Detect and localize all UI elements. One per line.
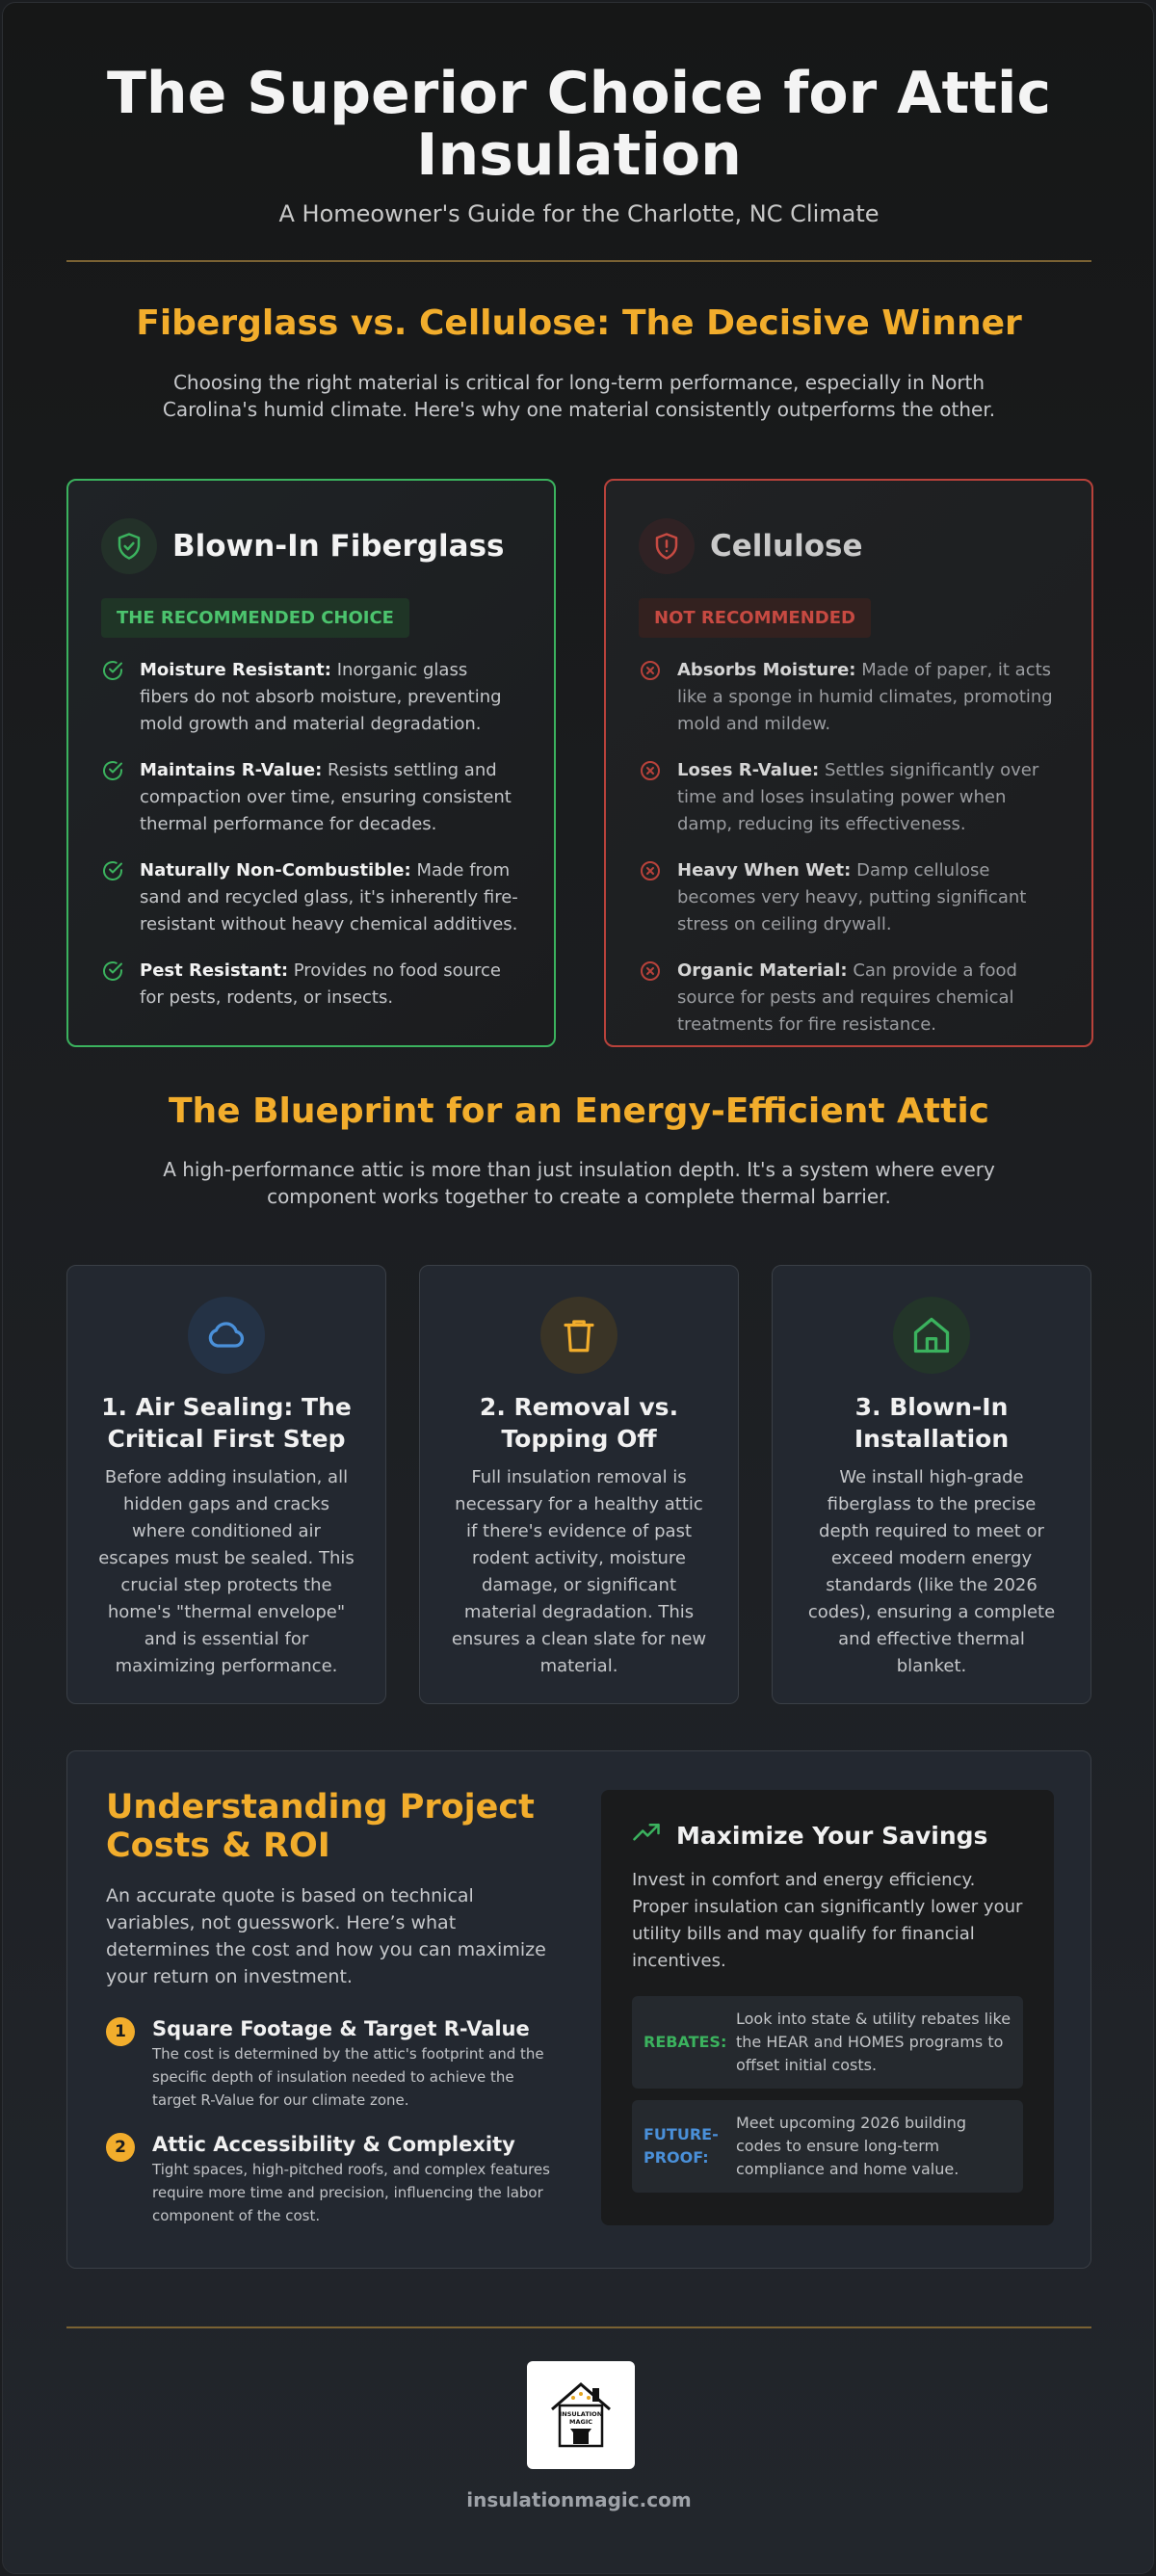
step-card-removal — [419, 1265, 739, 1704]
comparison-title: Fiberglass vs. Cellulose: The Decisive Winner — [136, 303, 1022, 343]
savings-text: Invest in comfort and energy efficiency. Proper insulation can significantly lower your utility bills and may qualify for financial incentives. — [632, 1870, 1023, 1971]
benefit-item — [101, 958, 521, 1012]
future-proof-text: Meet upcoming 2026 building codes to ensure long-term compliance and home value. — [736, 2114, 967, 2178]
benefit-item — [101, 657, 521, 738]
bullet-title: Absorbs Moisture: — [677, 660, 856, 680]
bullet-title: Heavy When Wet: — [677, 860, 852, 881]
step-text: Before adding insulation, all hidden gaps and cracks where conditioned air escapes must be sealed. This crucial step protects the home's "thermal envelope" and is essential for maximizing performance. — [98, 1467, 355, 1676]
blueprint-title: The Blueprint for an Energy-Efficient Attic — [168, 1091, 990, 1131]
factor-title: Attic Accessibility & Complexity — [152, 2133, 515, 2156]
footer-divider — [66, 2326, 1091, 2328]
bullet-title: Organic Material: — [677, 960, 848, 981]
bullet-description: Made of paper, it acts like a sponge in humid climates, promoting mold and mildew. — [677, 660, 1053, 734]
x-circle-icon — [639, 859, 662, 882]
shield-check-icon — [101, 518, 157, 574]
factor-text: Tight spaces, high-pitched roofs, and complex features require more time and precision, influencing the labor component of the cost. — [152, 2161, 550, 2224]
drawback-item — [639, 757, 1059, 838]
step-card-installation — [772, 1265, 1091, 1704]
bullet-description: Can provide a food source for pests and requires chemical treatments for fire resistance. — [677, 960, 1017, 1035]
home-icon — [893, 1297, 970, 1374]
company-logo — [527, 2361, 635, 2469]
check-circle-icon — [101, 859, 124, 882]
x-circle-icon — [639, 759, 662, 782]
fiberglass-name: Blown-In Fiberglass — [172, 529, 505, 564]
page-title: The Superior Choice for Attic Insulation — [106, 60, 1052, 189]
drawback-item — [639, 857, 1059, 938]
bullet-title: Pest Resistant: — [140, 960, 289, 981]
bullet-description: Resists settling and compaction over time, ensuring consistent thermal performance for decades. — [140, 760, 512, 834]
step-title: 1. Air Sealing: The Critical First Step — [101, 1393, 352, 1453]
header-divider — [66, 260, 1091, 262]
factor-number: 2 — [106, 2133, 135, 2162]
bullet-title: Moisture Resistant: — [140, 660, 331, 680]
rebates-text: Look into state & utility rebates like the HEAR and HOMES programs to offset initial costs. — [736, 2010, 1012, 2074]
bullet-description: Made from sand and recycled glass, it's inherently fire-resistant without heavy chemical additives. — [140, 860, 518, 934]
cellulose-drawbacks-list — [639, 657, 1059, 1038]
bullet-title: Loses R-Value: — [677, 760, 820, 780]
factor-number: 1 — [106, 2017, 135, 2046]
check-circle-icon — [101, 959, 124, 983]
bullet-text — [677, 857, 1059, 938]
check-circle-icon — [101, 759, 124, 782]
x-circle-icon — [639, 959, 662, 983]
not-recommended-badge: NOT RECOMMENDED — [639, 598, 871, 638]
drawback-item — [639, 657, 1059, 738]
rebates-note — [632, 1996, 1023, 2089]
bullet-text — [677, 958, 1059, 1038]
step-card-air-sealing — [66, 1265, 386, 1704]
factor-title: Square Footage & Target R-Value — [152, 2017, 530, 2040]
savings-box — [601, 1790, 1054, 2225]
svg-text:MAGIC: MAGIC — [568, 2418, 593, 2426]
bullet-description: Inorganic glass fibers do not absorb moisture, preventing mold growth and material degradation. — [140, 660, 502, 734]
drawback-item — [639, 958, 1059, 1038]
blueprint-intro: A high-performance attic is more than just insulation depth. It's a system where every component works together to create a complete thermal barrier. — [163, 1158, 995, 1208]
cost-factor-item — [106, 2015, 559, 2112]
x-circle-icon — [639, 659, 662, 682]
future-proof-note — [632, 2100, 1023, 2193]
rebates-label: REBATES: — [644, 2033, 727, 2051]
trash-icon — [540, 1297, 617, 1374]
cellulose-name: Cellulose — [710, 529, 863, 564]
benefit-item — [101, 857, 521, 938]
bullet-description: Damp cellulose becomes very heavy, putting significant stress on ceiling drywall. — [677, 860, 1027, 934]
svg-text:INSULATION: INSULATION — [559, 2410, 603, 2418]
savings-title: Maximize Your Savings — [676, 1821, 988, 1850]
shield-alert-icon — [639, 518, 695, 574]
cost-factor-item — [106, 2131, 559, 2227]
infographic-page — [2, 2, 1154, 2574]
cellulose-card — [604, 479, 1093, 1047]
trending-up-icon — [632, 1819, 661, 1852]
bullet-text — [677, 757, 1059, 838]
step-title: 3. Blown-In Installation — [854, 1393, 1010, 1453]
bullet-title: Maintains R-Value: — [140, 760, 323, 780]
recommended-badge: THE RECOMMENDED CHOICE — [101, 598, 409, 638]
costs-title: Understanding Project Costs & ROI — [106, 1788, 535, 1865]
bullet-description: Settles significantly over time and loses insulating power when damp, reducing its effectiveness. — [677, 760, 1039, 834]
step-text: We install high-grade fiberglass to the precise depth required to meet or exceed modern energy standards (like the 2026 codes), ensuring a complete and effective thermal blanket. — [807, 1467, 1056, 1676]
bullet-text — [140, 657, 521, 738]
website-url: insulationmagic.com — [466, 2488, 692, 2511]
bullet-text — [677, 657, 1059, 738]
costs-panel — [66, 1750, 1091, 2269]
bullet-text — [140, 857, 521, 938]
step-text: Full insulation removal is necessary for a healthy attic if there's evidence of past rodent activity, moisture damage, or significant material degradation. This ensures a clean slate for new material. — [451, 1467, 707, 1676]
fiberglass-card — [66, 479, 556, 1047]
fiberglass-benefits-list — [101, 657, 521, 1012]
costs-intro: An accurate quote is based on technical variables, not guesswork. Here’s what determines the cost and how you can maximize your return on investment. — [106, 1885, 546, 1987]
benefit-item — [101, 757, 521, 838]
comparison-intro: Choosing the right material is critical for long-term performance, especially in North Carolina's humid climate. Here's why one material consistently outperforms the other. — [162, 371, 996, 421]
page-subtitle: A Homeowner's Guide for the Charlotte, NC Climate — [278, 200, 880, 227]
bullet-title: Naturally Non-Combustible: — [140, 860, 411, 881]
step-title: 2. Removal vs. Topping Off — [479, 1393, 679, 1453]
factor-text: The cost is determined by the attic's footprint and the specific depth of insulation needed to achieve the target R-Value for our climate zone. — [152, 2045, 544, 2109]
cloud-icon — [188, 1297, 265, 1374]
bullet-text — [140, 757, 521, 838]
bullet-description: Provides no food source for pests, rodents, or insects. — [140, 960, 502, 1008]
bullet-text — [140, 958, 521, 1012]
check-circle-icon — [101, 659, 124, 682]
future-proof-label: FUTURE-PROOF: — [644, 2125, 719, 2167]
